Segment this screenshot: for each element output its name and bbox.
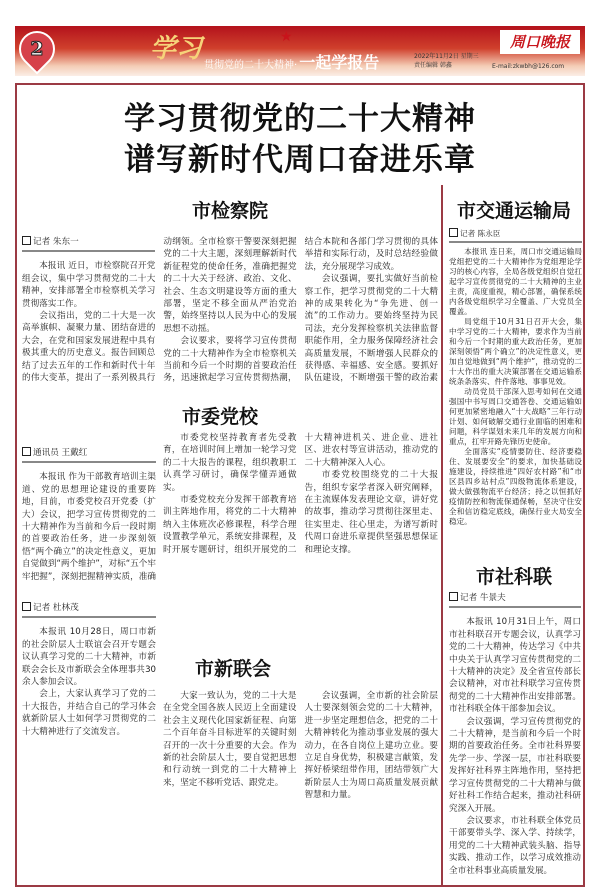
paragraph: 会议要求，市社科联全体党员干部要带头学、深入学、持续学，用党的二十大精神武装头脑、指导实践、推动工作，以学习成效推动全市社科事业高质量发展。 bbox=[449, 815, 581, 876]
paragraph: 局党组于10月31日召开大会，集中学习党的二十大精神，要求作为当前和今后一个时期的重大政治任务，更加深刻领悟“两个确立”的决定性意义，更加自觉地做到“两个维护”，推动党的二十大作出的重大决策部署在交通运输系统条条落实、件件落地、事事见效。 bbox=[449, 317, 582, 386]
paragraph: 本报讯 10月31日上午，周口市社科联召开专题会议，认真学习党的二十大精神，传达学习《中共中央关于认真学习宣传贯彻党的二十大精神的决定》及全省宣传部长会议精神，对市社科联学习宣传贯彻党的二十大精神作出安排部署。市社科联全体干部参加会议。 bbox=[449, 617, 581, 715]
article-dangxiao-col1 bbox=[22, 447, 156, 595]
byline: 记者 陈永臣 bbox=[449, 228, 582, 243]
paragraph: 大家一致认为，党的二十大是在全党全国各族人民迈上全面建设社会主义现代化国家新征程、向第二个百年奋斗目标进军的关键时刻召开的一次十分重要的大会。作为新的社会阶层人士，要自觉把思想和行动统一到党的二十大精神上来，坚定不移听党话、跟党走。 bbox=[163, 691, 297, 788]
byline: 记者 朱东一 bbox=[22, 236, 155, 252]
paragraph: 会议强调，全市新的社会阶层人士要深刻领会党的二十大精神，进一步坚定理想信念，把党的二十大精神转化为推动事业发展的强大动力，在各自岗位上建功立业。要立足自身优势，积极建言献策，发挥好桥梁纽带作用，团结带领广大新阶层人士为周口高质量发展贡献智慧和力量。 bbox=[304, 691, 438, 801]
editor: 责任编辑 韩鑫 bbox=[414, 62, 452, 69]
byline: 通讯员 王戴红 bbox=[22, 447, 156, 463]
headline-line-2: 谱写新时代周口奋进乐章 bbox=[124, 142, 476, 178]
paragraph: 市委党校围绕党的二十大报告，组织专家学者深入研究阐释，在主流媒体发表理论文章，讲好党的故事，推动学习贯彻往深里走、往实里走、往心里走，为谱写新时代周口奋进乐章提供坚强思想保证和理论支撑。 bbox=[304, 470, 438, 555]
newspaper-logo: 周口晚报 bbox=[500, 30, 580, 54]
article-jianchayuan bbox=[22, 236, 438, 386]
paragraph: 全面落实“疫情要防住、经济要稳住、发展要安全”的要求，加快基础设施建设，持续推进“四好农村路”和“市区县四乡站村点”四级物流体系建设，做大做强物流平台经济；持之以恒抓好疫情防控和物流保通保畅，坚决守住安全和信访稳定底线，确保行业大局安全稳定。 bbox=[449, 447, 582, 526]
slogan-bold: 一起学报告 bbox=[299, 53, 380, 72]
section-title-xinlianhui: 市新联会 bbox=[194, 658, 271, 680]
paragraph: 会议指出，党的二十大是一次高举旗帜、凝聚力量、团结奋进的大会，在党和国家发展进程中具有极其重大的历史意义。报告回顾总结了过去五年的工作和新时代十年的伟大变革，提出了一系列极具行动纲领。全市检察干警要深刻把握党的二十大主题，深刻理解新时代新征程党的使命任务，准确把握党的二十大关于经济、政治、文化、社会、生态文明建设等方面的重大部署，坚定不移全面从严治党治警，始终坚持以人民为中心的发展思想不动摇。 bbox=[22, 237, 297, 384]
paragraph: 会上，大家认真学习了党的二十大报告，并结合自己的学习体会就新阶层人士如何学习贯彻党的二十大精神进行了交流发言。 bbox=[22, 689, 156, 737]
byline: 记者 牛景夫 bbox=[449, 592, 581, 608]
slogan-text: 贯彻党的二十大精神· bbox=[204, 60, 298, 71]
paragraph: 本报讯 作为干部教育培训主渠道、党的思想理论建设的重要阵地，目前，市委党校召开党委（扩大）会议，把学习宣传贯彻党的二十大精神作为当前和今后一段时期的首要政治任务，进一步深刻领悟“两个确立”的决定性意义，更加自觉做到“两个维护”，对标“五个牢牢把握”，深刻把握精神实质，准确 bbox=[22, 472, 156, 582]
issue-info bbox=[414, 52, 479, 70]
article-jiaotong bbox=[449, 228, 582, 558]
paragraph: 会议要求，要将学习宣传贯彻党的二十大精神作为全市检察机关当前和今后一个时期的首要政治任务，迅速掀起学习宣传贯彻热潮，结合本院和各部门学习贯彻的具体举措和实际行动，及时总结经验做法，充分展现学习成效。 bbox=[163, 237, 438, 384]
paragraph: 动员党员干部深入思考如何在交通强国中书写周口交通答卷、交通运输如何更加紧密地融入“十大战略”三年行动计划、如何破解交通行业面临的困难和问题，科学谋划未来几年的发展方向和重点，扛牢开路先锋历史使命。 bbox=[449, 387, 582, 446]
email: E-mail:zkwbh@126.com bbox=[492, 63, 565, 70]
section-title-shekelian: 市社科联 bbox=[475, 566, 552, 588]
section-title-dangxiao: 市委党校 bbox=[181, 406, 258, 428]
section-title-jiaotong: 市交通运输局 bbox=[456, 200, 571, 222]
paragraph: 本报讯 连日来，周口市交通运输局党组把党的二十大精神作为党组理论学习的核心内容，全局各级党组织自觉扛起学习宣传贯彻党的二十大精神的主业主责，高度重视，精心部署，确保系统内各级党组织学习全覆盖、广大党员全覆盖。 bbox=[449, 247, 582, 316]
brand-script: 学习 bbox=[150, 34, 203, 64]
article-shekelian bbox=[449, 592, 581, 882]
byline: 记者 杜林茂 bbox=[22, 602, 156, 618]
paragraph: 本报讯 近日，市检察院召开党组会议，集中学习贯彻党的二十大精神，安排部署全市检察机关学习贯彻落实工作。 bbox=[22, 261, 156, 309]
header-slogan bbox=[204, 50, 379, 73]
headline-line-1: 学习贯彻党的二十大精神 bbox=[124, 101, 476, 137]
paragraph: 会议强调，要扎实做好当前检察工作，把学习贯彻党的二十大精神的成果转化为“争先进、创一流”的工作动力。要始终坚持为民司法，充分发挥检察机关法律监督职能作用，全力服务保障经济社会高质量发展，不断增强人民群众的获得感、幸福感、安全感。要抓好队伍建设，不断增强干警的政治素 bbox=[304, 274, 438, 384]
paragraph: 本报讯 10月28日，周口市新的社会阶层人士联谊会召开专题会议认真学习党的二十大精神，市新联会会长及市新联会全体理事共30余人参加会议。 bbox=[22, 627, 156, 688]
article-dangxiao-col2 bbox=[163, 432, 438, 647]
page-number: 2 bbox=[30, 38, 44, 60]
column-divider bbox=[441, 185, 443, 885]
paragraph: 会议强调，学习宣传贯彻党的二十大精神，是当前和今后一个时期的首要政治任务。全市社科界要先学一步、学深一层，市社科联要发挥好社科界主阵地作用，坚持把学习宣传贯彻党的二十大精神与做好社科工作结合起来，推动社科研究深入开展。 bbox=[449, 716, 581, 814]
article-xinlianhui-col2 bbox=[163, 690, 438, 882]
star-icon: ★ bbox=[280, 29, 293, 45]
paragraph: 市委党校充分发挥干部教育培训主阵地作用，将党的二十大精神纳入主体班次必修课程，科学合理设置教学单元，系统安排课程，及时开展专题研讨，组织开展党的二十大精神进机关、进企业、进社区、进农村等宣讲活动，推动党的二十大精神深入人心。 bbox=[163, 433, 438, 555]
article-xinlianhui-col1 bbox=[22, 602, 156, 882]
section-title-jianchayuan: 市检察院 bbox=[191, 200, 268, 222]
issue-date: 2022年11月2日 星期三 bbox=[414, 53, 479, 60]
paragraph: 市委党校坚持教育者先受教育，在培训时间上增加一轮学习党的二十大报告的课程，组织教职工认真学习研讨，确保学懂弄通做实。 bbox=[163, 433, 297, 493]
